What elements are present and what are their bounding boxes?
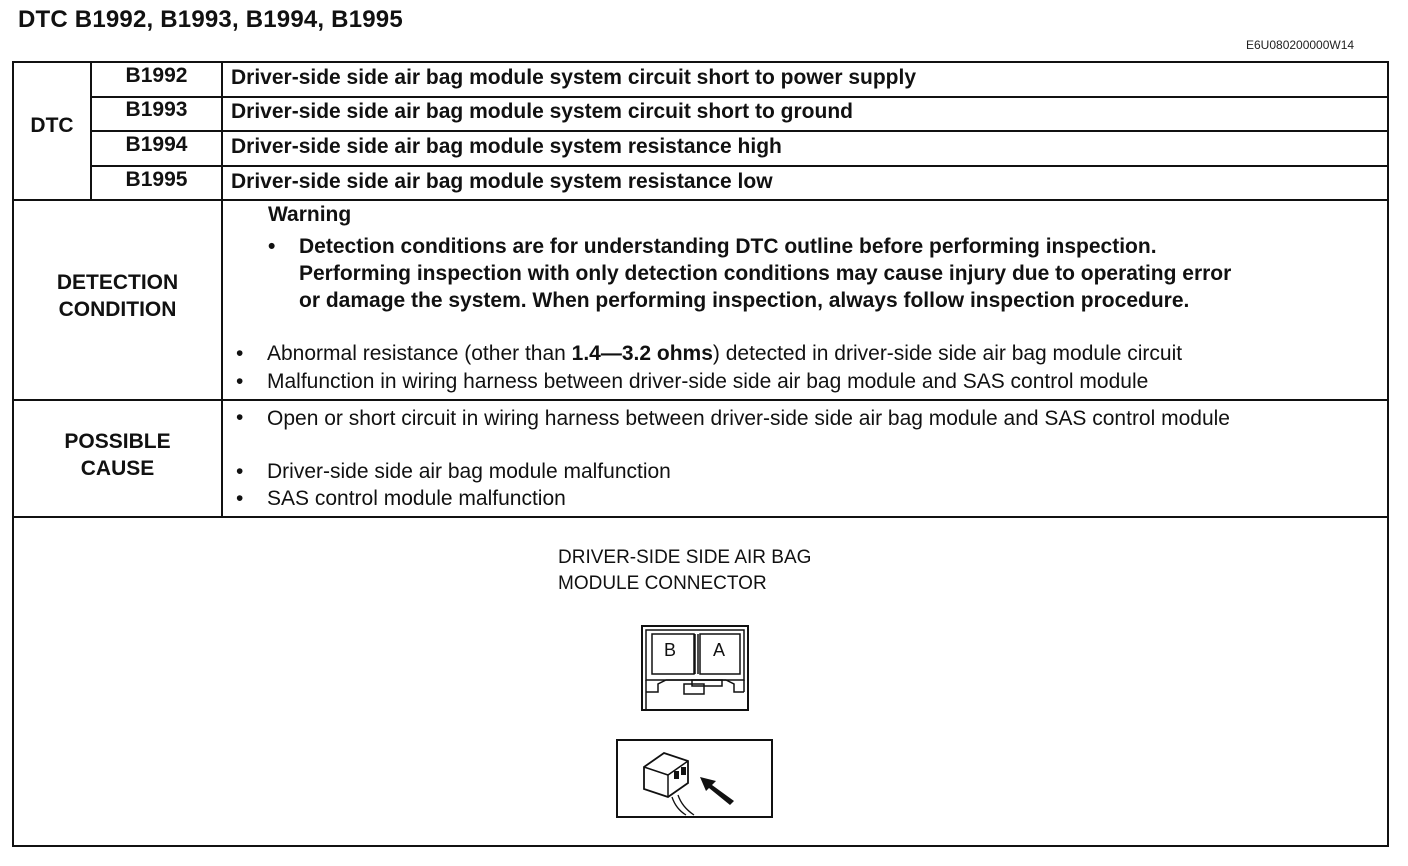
terminal-a-label: A xyxy=(713,640,726,660)
detection-bullet-1 xyxy=(267,342,1182,366)
dtc-code: B1992 xyxy=(125,64,188,87)
dtc-description: Driver-side side air bag module system resistance low xyxy=(231,170,773,193)
cause-label-line1: POSSIBLE xyxy=(64,430,171,453)
dtc-code: B1995 xyxy=(125,168,188,191)
section-divider xyxy=(12,199,1389,201)
table-border-right xyxy=(1387,61,1389,847)
terminal-b-label: B xyxy=(664,640,677,660)
cause-item: SAS control module malfunction xyxy=(267,487,566,510)
row-divider xyxy=(90,130,1389,132)
resistance-value: 1.4—3.2 ohms xyxy=(571,342,713,365)
warning-title: Warning xyxy=(268,203,352,226)
detection-bullet-1-suffix: ) detected in driver-side side air bag module circuit xyxy=(712,342,1183,365)
diagram-label-line2: MODULE CONNECTOR xyxy=(558,573,767,594)
connector-face-diagram xyxy=(636,622,756,718)
dtc-description: Driver-side side air bag module system circuit short to power supply xyxy=(231,66,917,89)
row-divider xyxy=(90,165,1389,167)
warning-line: Performing inspection with only detection conditions may cause injury due to operating error xyxy=(299,262,1232,285)
dtc-code: B1994 xyxy=(125,133,188,156)
diagram-label-line1: DRIVER-SIDE SIDE AIR BAG xyxy=(558,547,812,568)
cause-item: Open or short circuit in wiring harness between driver-side side air bag module and SAS control module xyxy=(267,407,1230,430)
section-divider xyxy=(12,399,1389,401)
connector-probe-diagram xyxy=(616,739,774,819)
detection-label-line2: CONDITION xyxy=(58,298,177,321)
table-border-left xyxy=(12,61,14,847)
detection-label-line1: DETECTION xyxy=(56,271,179,294)
column-divider xyxy=(221,61,223,518)
bullet-icon: • xyxy=(236,487,244,510)
bullet-icon: • xyxy=(236,342,244,365)
table-border-top xyxy=(12,61,1389,63)
bullet-icon: • xyxy=(236,370,244,393)
row-divider xyxy=(90,96,1389,98)
dtc-description: Driver-side side air bag module system circuit short to ground xyxy=(231,100,853,123)
document-id: E6U080200000W14 xyxy=(1246,38,1355,52)
cause-item: Driver-side side air bag module malfunction xyxy=(267,460,671,483)
warning-line: or damage the system. When performing inspection, always follow inspection procedure. xyxy=(299,289,1190,312)
bullet-icon: • xyxy=(268,235,276,258)
table-border-bottom xyxy=(12,845,1389,847)
section-divider xyxy=(12,516,1389,518)
bullet-icon: • xyxy=(236,406,244,429)
bullet-icon: • xyxy=(236,460,244,483)
detection-bullet-2: Malfunction in wiring harness between driver-side side air bag module and SAS control module xyxy=(267,370,1149,393)
dtc-description: Driver-side side air bag module system resistance high xyxy=(231,135,782,158)
cause-label-line2: CAUSE xyxy=(80,457,155,480)
dtc-label: DTC xyxy=(30,114,74,137)
detection-bullet-1-prefix: Abnormal resistance (other than xyxy=(267,342,572,365)
page-title: DTC B1992, B1993, B1994, B1995 xyxy=(18,6,403,33)
dtc-code: B1993 xyxy=(125,98,188,121)
warning-line: Detection conditions are for understanding DTC outline before performing inspection. xyxy=(299,235,1157,258)
